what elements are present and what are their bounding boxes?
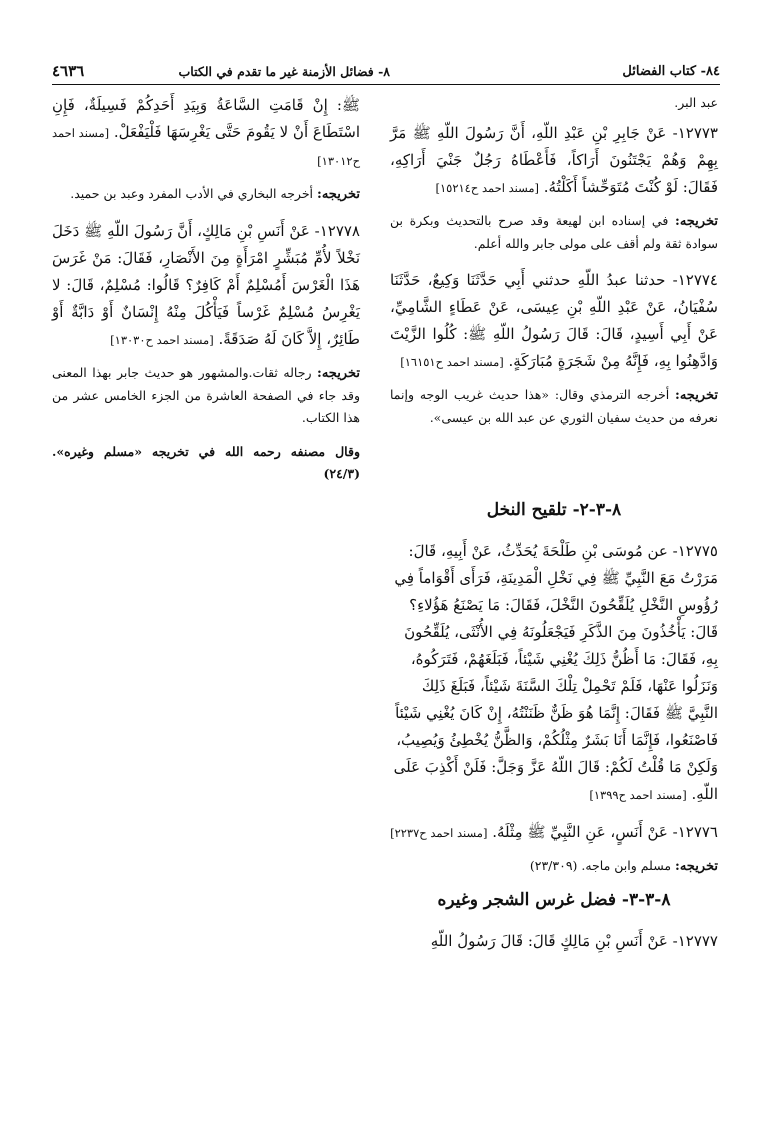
section-title-pollination: ٨-٣-٢- تلقيح النخل [486,500,622,520]
hadith-text: ١٢٧٧٥- عن مُوسَى بْنِ طَلْحَةَ يُحَدِّثُ، عَنْ أَبِيهِ، قَالَ: مَرَرْتُ مَعَ النَّبِيِّ ﷺ فِي نَخْلِ الْمَدِينَةِ، فَرَأَى أَقْوَاماً فِي رُؤُوسِ النَّخْلِ يُلَقِّحُونَ النَّخْلَ، فَقَالَ: مَا يَصْنَعُ هَؤُلاءِ؟ قَالَ: يَأْخُذُونَ مِنَ الذَّكَرِ فَيَجْعَلُونَهُ فِي الأُنْثَى، يُلَقِّحُونَ بِهِ، فَقَالَ: مَا أَظُنُّ ذَلِكَ يُغْنِي شَيْئاً، فَبَلَغَهُمْ، فَتَرَكُوهُ، وَنَزَلُوا عَنْهَا، فَلَمْ تَحْمِلْ تِلْكَ السَّنَةَ شَيْئاً، فَبَلَغَ ذَلِكَ النَّبِيَّ ﷺ فَقَالَ: إِنَّمَا هُوَ ظَنٌّ ظَنَنْتُهُ، إِنْ كَانَ يُغْنِي شَيْئاً فَاصْنَعُوا، فَإِنَّمَا أَنَا بَشَرٌ مِثْلُكُمْ، وَالظَّنُّ يُخْطِئُ وَيُصِيبُ، وَلَكِنْ مَا قُلْتُ لَكُمْ: قَالَ اللّهُ عَزَّ وَجَلَّ: فَلَنْ أَكْذِبَ عَلَى اللّهِ. [مسند احمد ح١٣٩٩] [393,542,718,803]
hadith-12777-start: ١٢٧٧٧- عَنْ أَنَسِ بْنِ مَالِكٍ قَالَ: قَالَ رَسُولُ اللّهِ [430,932,718,950]
takhrij-label: تخريجه: [675,214,718,229]
hadith-text: ١٢٧٧٣- عَنْ جَابِرِ بْنِ عَبْدِ اللّهِ، أَنَّ رَسُولَ اللّهِ ﷺ مَرَّ بِهِمْ وَهُمْ يَجْتَنُونَ أَرَاكاً، فَأَعْطَاهُ رَجُلٌ جَنْيَ أَرَاكِهِ، فَقَالَ: لَوْ كُنْتَ مُتَوَحِّشاً أَكَلْتُهُ. [مسند احمد ح١٥٢١٤] [390,124,718,196]
takhrij-label: تخريجه: [317,187,360,202]
takhrij: تخريجه: في إسناده ابن لهيعة وقد صرح بالتحديث وبكرة بن سوادة ثقة ولم أقف على مولى جابر والله أعلم. [390,213,718,251]
running-title-book: ٨٤- كتاب الفضائل [622,64,720,79]
hadith-12773 [390,120,718,255]
takhrij: تخريجه: مسلم وابن ماجه. (٢٣/٣٠٩) [529,858,718,874]
header-rule [52,84,720,85]
main-bottom [390,488,718,955]
hadith-source: [مسند احمد ح١٣٠٣٠] [110,333,214,347]
takhrij-label: تخريجه: [675,859,718,874]
hadith-12775 [390,538,718,809]
closing-note: وقال مصنفه رحمه الله في تخريجه «مسلم وغيره». (٢٤/٣) [52,444,360,481]
continued-hadith-text: ﷺ: إِنْ قَامَتِ السَّاعَةُ وَبِيَدِ أَحَدِكُمْ فَسِيلَةٌ، فَإِنِ اسْتَطَاعَ أَنْ لا يَقُومَ حَتَّى يَغْرِسَهَا فَلْيَفْعَلْ. [مسند احمد ح١٣٠١٢] [52,96,360,168]
hadith-source: [مسند احمد ح١٣٩٩] [589,788,687,802]
page-number: ٤٦٣٦ [52,62,85,80]
hadith-text: ١٢٧٧٨- عَنْ أَنَسِ بْنِ مَالِكٍ، أَنَّ رَسُولَ اللّهِ ﷺ دَخَلَ نَخْلاً لأُمِّ مُبَشِّرٍ امْرَأَةٍ مِنَ الأَنْصَارِ، فَقَالَ: مَنْ غَرَسَ هَذَا الْغَرْسَ أَمُسْلِمٌ أَمْ كَافِرٌ؟ قَالُوا: مُسْلِمٌ، قَالَ: لا يَغْرِسُ مُسْلِمٌ غَرْساً فَيَأْكُلَ مِنْهُ إِنْسَانٌ أَوْ دَابَّةٌ أَوْ طَائِرٌ، إِلاَّ كَانَ لَهُ صَدَقَةً. [مسند احمد ح١٣٠٣٠] [52,222,360,348]
takhrij: تخريجه: أخرجه البخاري في الأدب المفرد وعبد بن حميد. [70,186,360,202]
section-title-planting: ٨-٣-٣- فضل غرس الشجر وغيره [437,890,671,910]
takhrij: تخريجه: رجاله ثقات.والمشهور هو حديث جابر بهذا المعنى وقد جاء في الصفحة العاشرة من الجزء الخامس عشر من هذا الكتاب. [52,365,360,425]
running-title-section: ٨- فضائل الأزمنة غير ما تقدم في الكتاب [178,64,390,79]
hadith-12774 [390,267,718,429]
takhrij-label: تخريجه: [675,388,718,403]
hadith-source: [مسند احمد ح١٥٢١٤] [435,181,539,195]
left-column [52,92,360,497]
hadith-source: [مسند احمد ح٢٢٣٧] [390,826,488,840]
hadith-source: [مسند احمد ح١٦١٥١] [400,355,504,369]
hadith-12778 [52,218,360,429]
takhrij-label: تخريجه: [317,366,360,381]
intro-text: عبد البر. [674,95,718,110]
hadith-source: [مسند احمد ح١٣٠١٢] [52,126,360,168]
hadith-text: ١٢٧٧٤- حدثنا عبدُ اللّهِ حدثني أَبِي حَدَّثَنَا وَكِيعٌ، حَدَّثَنَا سُفْيَانُ، عَنْ عَبْدِ اللّهِ بْنِ عِيسَى، عَنْ عَطَاءٍ الشَّامِيِّ، عَنْ أَبِي أَسِيدٍ، قَالَ: قَالَ رَسُولُ اللّهِ ﷺ: كُلُوا الزَّيْتَ وَادَّهِنُوا بِهِ، فَإِنَّهُ مِنْ شَجَرَةٍ مُبَارَكَةٍ. [مسند احمد ح١٦١٥١] [390,271,718,370]
takhrij: تخريجه: أخرجه الترمذي وقال: «هذا حديث غريب الوجه وإنما نعرفه من حديث سفيان الثوري عن عبد الله بن عيسى». [390,387,718,425]
page-header [52,62,720,84]
hadith-text: ١٢٧٧٦- عَنْ أَنَسٍ، عَنِ النَّبِيِّ ﷺ مِثْلَهُ. [مسند احمد ح٢٢٣٧] [390,823,718,841]
hadith-12776 [390,819,718,878]
right-column [390,92,718,441]
